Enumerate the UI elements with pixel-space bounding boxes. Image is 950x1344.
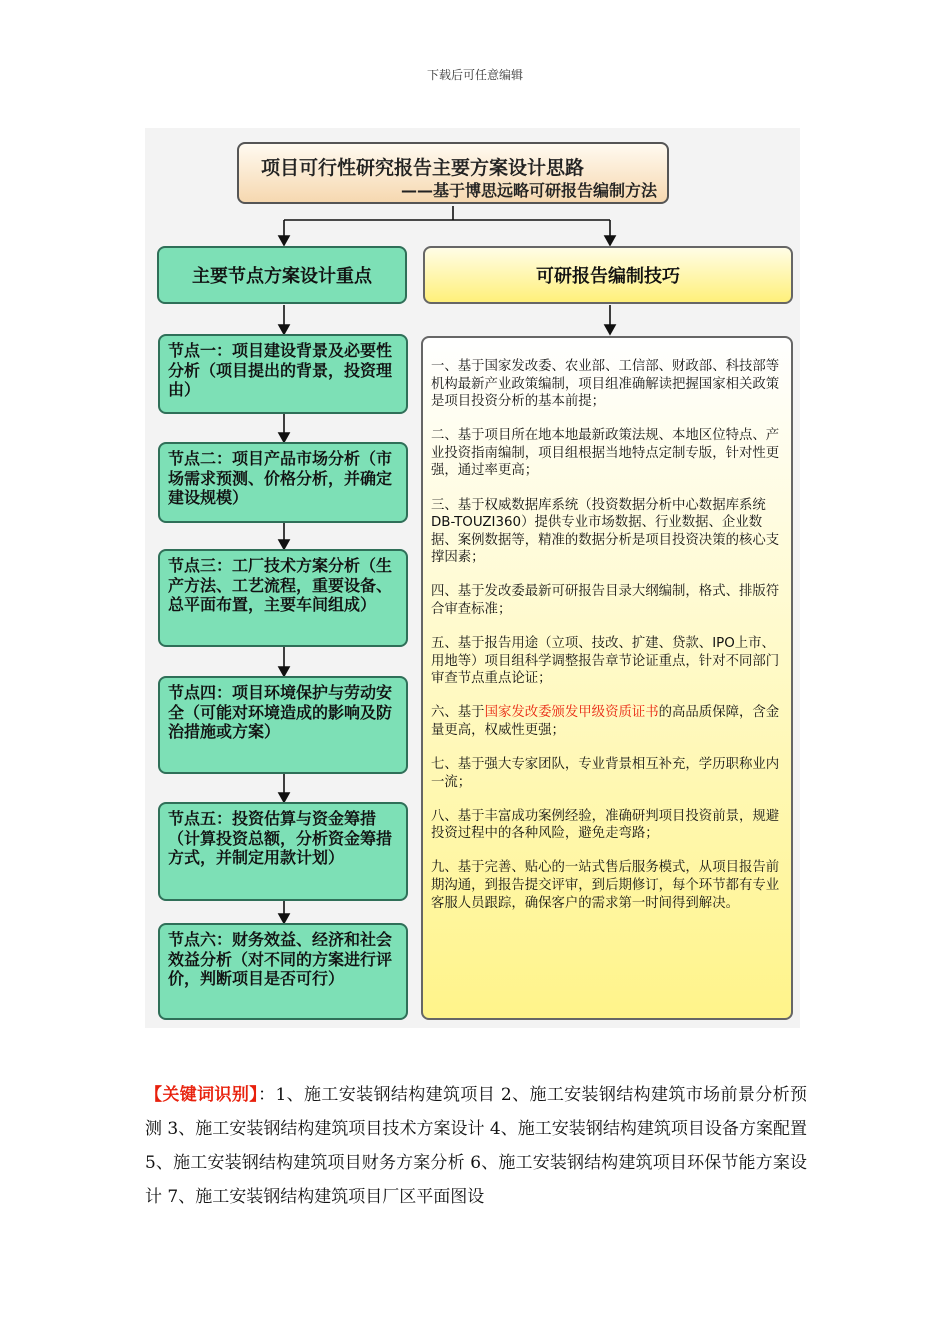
- header-note: 下载后可任意编辑: [426, 68, 523, 82]
- flowchart-title: 项目可行性研究报告主要方案设计思路: [261, 157, 585, 179]
- keywords-label: 【关键词识别】: [145, 1085, 259, 1105]
- tip-3: 三、基于权威数据库系统（投资数据分析中心数据库系统DB-TOUZI360）提供专业市场数据、行业数据、企业数据、案例数据等，精准的数据分析是项目投资决策的核心支撑因素；: [431, 497, 780, 566]
- node-1: 节点一：项目建设背景及必要性分析（项目提出的背景，投资理由）: [158, 334, 408, 414]
- node-6: 节点六：财务效益、经济和社会效益分析（对不同的方案进行评价，判断项目是否可行）: [158, 923, 408, 1020]
- left-column-header: 主要节点方案设计重点: [157, 246, 407, 304]
- flowchart-title-box: [237, 142, 669, 204]
- tip-6-prefix: 六、基于: [431, 705, 485, 721]
- tip-2: 二、基于项目所在地本地最新政策法规、本地区位特点、产业投资指南编制，项目组根据当地特点定制专版，针对性更强，通过率更高；: [431, 428, 780, 479]
- flowchart-figure: [145, 128, 800, 1028]
- keywords-text: ：1、施工安装钢结构建筑项目 2、施工安装钢结构建筑市场前景分析预测 3、施工安装钢结构建筑项目技术方案设计 4、施工安装钢结构建筑项目设备方案配置 5、施工安装钢结构建筑项目财务方案分析 6、施工安装钢结构建筑项目环保节能方案设计 7、施工安装钢结构建筑项目厂区平面图设: [145, 1085, 808, 1207]
- flowchart-subtitle: ——基于博思远略可研报告编制方法: [400, 181, 657, 200]
- tip-6: [431, 704, 783, 739]
- tip-6-rest: 的高品质保障，含金量更高，权威性更强；: [431, 705, 780, 738]
- tip-5: 五、基于报告用途（立项、技改、扩建、贷款、IPO上市、用地等）项目组科学调整报告章节论证重点，针对不同部门审查节点重点论证；: [431, 636, 780, 687]
- node-3: 节点三：工厂技术方案分析（生产方法、工艺流程，重要设备、总平面布置，主要车间组成）: [158, 549, 408, 647]
- tip-6-highlight: 国家发改委颁发甲级资质证书: [484, 705, 659, 721]
- node-2: 节点二：项目产品市场分析（市场需求预测、价格分析，并确定建设规模）: [158, 442, 408, 523]
- tip-4: 四、基于发改委最新可研报告目录大纲编制，格式、排版符合审查标准；: [431, 584, 780, 618]
- right-column-header: 可研报告编制技巧: [423, 246, 793, 304]
- keywords-paragraph: [145, 1078, 807, 1214]
- node-5: 节点五：投资估算与资金筹措（计算投资总额，分析资金筹措方式，并制定用款计划）: [158, 802, 408, 901]
- tip-9: 九、基于完善、贴心的一站式售后服务模式，从项目报告前期沟通，到报告提交评审，到后期修订，每个环节都有专业客服人员跟踪，确保客户的需求第一时间得到解决。: [431, 860, 780, 911]
- tip-8: 八、基于丰富成功案例经验，准确研判项目投资前景，规避投资过程中的各种风险，避免走弯路；: [431, 808, 780, 842]
- tip-7: 七、基于强大专家团队，专业背景相互补充，学历职称业内一流；: [431, 757, 780, 790]
- tips-box: [421, 336, 793, 1020]
- tip-1: 一、基于国家发改委、农业部、工信部、财政部、科技部等机构最新产业政策编制，项目组准确解读把握国家相关政策是项目投资分析的基本前提；: [431, 359, 780, 410]
- node-4: 节点四：项目环境保护与劳动安全（可能对环境造成的影响及防治措施或方案）: [158, 676, 408, 774]
